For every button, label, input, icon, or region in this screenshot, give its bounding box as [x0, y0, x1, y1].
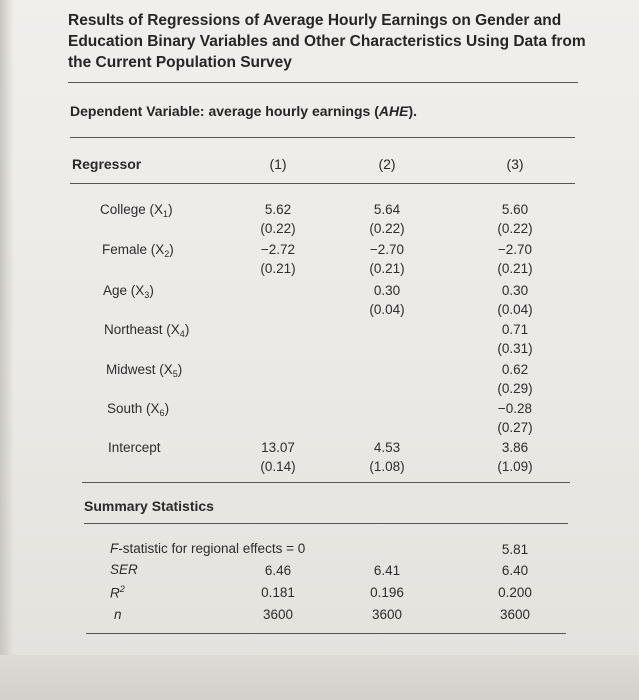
college-col1: 5.62 (0.22) [260, 202, 296, 236]
northeast-col3: 0.71 (0.31) [497, 322, 533, 356]
n-label: n [114, 607, 122, 622]
intercept-col3: 3.86 (1.09) [497, 440, 533, 474]
table-bottom-rule [86, 633, 566, 634]
summary-rule [84, 523, 568, 524]
column-header-2: (2) [378, 156, 396, 172]
n-col2: 3600 [371, 607, 403, 622]
n-col1: 3600 [262, 607, 294, 622]
row-label-female: Female $(X_2)$ [102, 242, 174, 259]
page-edge-shadow [0, 0, 14, 700]
row-label-age: Age $(X_3)$ [103, 283, 154, 300]
row-label-south: South $(X_6)$ [107, 401, 170, 418]
row-label-northeast: Northeast $(X_4)$ [104, 322, 190, 339]
header-rule [70, 183, 575, 184]
college-col2: 5.64 (0.22) [369, 202, 405, 236]
n-col3: 3600 [499, 607, 531, 622]
caption-rule [70, 137, 575, 138]
row-label-intercept: Intercept [108, 440, 161, 455]
female-col1: −2.72 (0.21) [260, 242, 296, 276]
title-rule [68, 82, 578, 83]
table-title: Results of Regressions of Average Hourly Earnings on Gender and Education Binary Variables and Other Characteristics Using Data from the Current Population Survey [68, 12, 586, 71]
south-col3: −0.28 (0.27) [497, 401, 533, 435]
column-header-1: (1) [269, 156, 287, 172]
age-col2: 0.30 (0.04) [369, 283, 405, 317]
female-col2: −2.70 (0.21) [369, 242, 405, 276]
female-col3: −2.70 (0.21) [497, 242, 533, 276]
fstat-col3: 5.81 [501, 542, 529, 557]
ser-col1: 6.46 [264, 563, 292, 578]
midwest-col3: 0.62 (0.29) [497, 362, 533, 396]
regressor-header: Regressor [72, 156, 142, 172]
dependent-variable-caption: Dependent Variable: average hourly earnings (AHE). [70, 103, 417, 119]
row-label-college: College $(X_1)$ [100, 202, 173, 219]
ser-col3: 6.40 [501, 563, 529, 578]
r2-col3: 0.200 [498, 585, 532, 600]
summary-statistics-heading: Summary Statistics [84, 498, 214, 514]
r2-col1: 0.181 [261, 585, 295, 600]
r2-col2: 0.196 [370, 585, 404, 600]
college-col3: 5.60 (0.22) [497, 202, 533, 236]
ser-col2: 6.41 [373, 563, 401, 578]
intercept-col1: 13.07 (0.14) [260, 440, 296, 474]
fstat-label: F-statistic for regional effects = 0 [110, 541, 306, 556]
coefficients-rule [82, 482, 570, 483]
column-header-3: (3) [506, 156, 524, 172]
r2-label: $R^2$ [110, 584, 125, 601]
ser-label: SER [110, 562, 138, 577]
row-label-midwest: Midwest $(X_5)$ [106, 362, 183, 379]
intercept-col2: 4.53 (1.08) [369, 440, 405, 474]
page-bottom-shadow [0, 655, 639, 700]
age-col3: 0.30 (0.04) [497, 283, 533, 317]
